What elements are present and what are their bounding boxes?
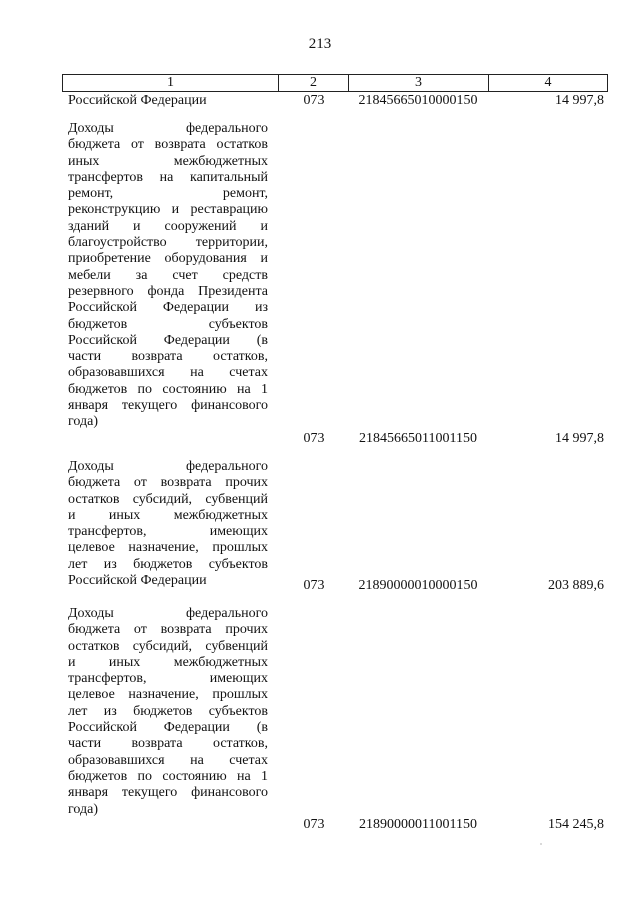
- description-line: бюджетов субъектов: [68, 316, 268, 332]
- description-line: трансфертов, имеющих: [68, 524, 268, 540]
- description-line: и иных межбюджетных: [68, 654, 268, 670]
- row-description: [68, 93, 268, 109]
- description-line: Российской Федерации (в: [68, 332, 268, 348]
- description-line: образовавшихся на счетах: [68, 365, 268, 381]
- description-line: резервного фонда Президента: [68, 283, 268, 299]
- budget-code: 21845665011001150: [359, 431, 477, 446]
- description-line: лет из бюджетов субъектов: [68, 556, 268, 572]
- description-line: части возврата остатков,: [68, 349, 268, 365]
- amount: 14 997,8: [555, 431, 604, 446]
- description-line: приобретение оборудования и: [68, 251, 268, 267]
- budget-code: 21845665010000150: [358, 93, 478, 108]
- budget-code: 21890000011001150: [359, 817, 477, 832]
- page-number: 213: [308, 36, 332, 52]
- description-line: образовавшихся на счетах: [68, 752, 268, 768]
- header-col-4: 4: [544, 75, 552, 90]
- description-line: Доходы федерального: [68, 606, 268, 621]
- description-line: благоустройство территории,: [68, 235, 268, 251]
- description-line: мебели за счет средств: [68, 267, 268, 283]
- description-line: целевое назначение, прошлых: [68, 540, 268, 556]
- description-line: бюджетов по состоянию на 1: [68, 768, 268, 784]
- header-col-1: 1: [63, 75, 279, 91]
- description-line: бюджета от возврата остатков: [68, 137, 268, 153]
- description-line: бюджетов по состоянию на 1: [68, 381, 268, 397]
- description-line: трансфертов, имеющих: [68, 671, 268, 687]
- description-line: реконструкцию и реставрацию: [68, 202, 268, 218]
- description-line: Российской Федерации: [68, 93, 207, 108]
- description-line: целевое назначение, прошлых: [68, 687, 268, 703]
- description-line: бюджета от возврата прочих: [68, 622, 268, 638]
- description-line: ремонт, ремонт,: [68, 186, 268, 202]
- description-line: января текущего финансового: [68, 398, 268, 414]
- description-line: и иных межбюджетных: [68, 507, 268, 523]
- admin-code: 073: [303, 93, 325, 108]
- budget-code: 21890000010000150: [358, 578, 478, 593]
- description-line: Российской Федерации из: [68, 300, 268, 316]
- scan-speck: [540, 843, 542, 845]
- row-description: [68, 606, 268, 818]
- row-description: [68, 459, 268, 589]
- amount: 203 889,6: [548, 578, 604, 593]
- admin-code: 073: [303, 578, 325, 593]
- description-line: Российской Федерации (в: [68, 720, 268, 736]
- description-line: трансфертов на капитальный: [68, 169, 268, 185]
- description-line: части возврата остатков,: [68, 736, 268, 752]
- header-col-3: 3: [349, 75, 489, 91]
- admin-code: 073: [303, 817, 325, 832]
- description-line: года): [68, 414, 98, 430]
- description-line: Российской Федерации: [68, 573, 207, 589]
- row-description: [68, 121, 268, 431]
- amount: 154 245,8: [548, 817, 604, 832]
- description-line: года): [68, 801, 98, 817]
- admin-code: 073: [303, 431, 325, 446]
- header-col-2: 2: [279, 75, 349, 91]
- description-line: иных межбюджетных: [68, 153, 268, 169]
- description-line: Доходы федерального: [68, 459, 268, 474]
- description-line: остатков субсидий, субвенций: [68, 491, 268, 507]
- description-line: января текущего финансового: [68, 785, 268, 801]
- description-line: лет из бюджетов субъектов: [68, 703, 268, 719]
- description-line: бюджета от возврата прочих: [68, 475, 268, 491]
- amount: 14 997,8: [555, 93, 604, 108]
- table-header: [62, 74, 608, 92]
- description-line: остатков субсидий, субвенций: [68, 638, 268, 654]
- description-line: Доходы федерального: [68, 121, 268, 136]
- description-line: зданий и сооружений и: [68, 218, 268, 234]
